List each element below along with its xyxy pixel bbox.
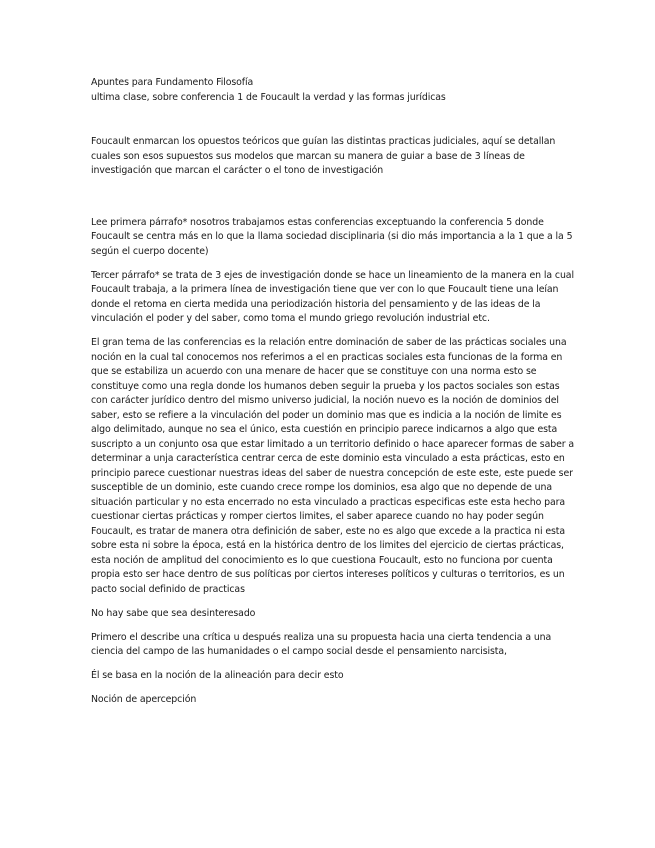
paragraph-primer-parrafo: Lee primera párrafo* nosotros trabajamos estas conferencias exceptuando la conferencia 5 donde Foucault se centra más en lo que la llama sociedad disciplinaria (si dio más importancia a la 1 que a la 5 según el cuerpo docente): [91, 216, 573, 257]
document-content: [91, 76, 577, 717]
intro-paragraph: Foucault enmarcan los opuestos teóricos que guían las distintas practicas judiciales, aquí se detallan cuales son esos supuestos sus modelos que marcan su manera de guiar a base de 3 líneas de investigación que marcan el carácter o el tono de investigación: [91, 136, 556, 176]
paragraph-alienacion: Él se basa en la noción de la alineación para decir esto: [91, 670, 344, 681]
paragraph-no-hay-saber: No hay sabe que sea desinteresado: [91, 607, 256, 619]
paragraph-tercer-parrafo: Tercer párrafo* se trata de 3 ejes de investigación donde se hace un lineamiento de la manera en la cual Foucault trabaja, a la primera línea de investigación tiene que ver con lo que Foucault tiene una leían donde el retoma en cierta medida una periodización historia del pensamiento y de las ideas de la vinculación el poder y del saber, como toma el mundo griego revolución industrial etc.: [91, 269, 574, 324]
document-title: Apuntes para Fundamento Filosofía: [91, 77, 254, 88]
paragraph-critica: Primero el describe una crítica u después realiza una su propuesta hacia una cierta tendencia a una ciencia del campo de las humanidades o el campo social desde el pensamiento narcisista,: [91, 631, 552, 657]
paragraph-gran-tema: El gran tema de las conferencias es la relación entre dominación de saber de las prácticas sociales una noción en la cual tal conocemos nos referimos a el en practicas sociales esta funcionas de la forma en que se estabiliza un acuerdo con una menare de hacer que se constituye con una norma esto se constituye como una regla donde los humanos deben seguir la prueba y los pactos sociales son estas con carácter jurídico dentro del mismo universo judicial, la noción nuevo es la noción de dominios del saber, esto se refiere a la vinculación del poder un dominio mas que es indicia a la noción de limite es algo delimitado, aunque no sea el único, esta cuestión en principio parece indicarnos a algo que esta suscripto a un conjunto osa que estar limitado a un territorio definido o hace aparecer formas de saber a determinar a unja característica centrar cerca de este dominio esta vinculado a esta prácticas, esto en principio parece cuestionar nuestras ideas del saber de nuestra concepción de este este, este puede ser susceptible de un dominio, este cuando crece rompe los dominios, esa algo que no depende de una situación particular y no esta encerrado no esta vinculado a practicas especificas este esta hecho para cuestionar ciertas prácticas y romper ciertos limites, el saber aparece cuando no hay poder según Foucault, es tratar de manera otra definición de saber, este no es algo que excede a la practica ni esta sobre esta ni sobre la época, está en la histórica dentro de los limites del ejercicio de ciertas prácticas, esta noción de amplitud del conocimiento es lo que cuestiona Foucault, esto no funciona por cuenta propia esto ser hace dentro de sus políticas por ciertos intereses políticos y culturas o territorios, es un pacto social definido de practicas: [91, 337, 575, 595]
paragraph-apercepcion: Noción de apercepción: [91, 694, 197, 705]
document-subtitle: ultima clase, sobre conferencia 1 de Foucault la verdad y las formas jurídicas: [91, 91, 446, 103]
